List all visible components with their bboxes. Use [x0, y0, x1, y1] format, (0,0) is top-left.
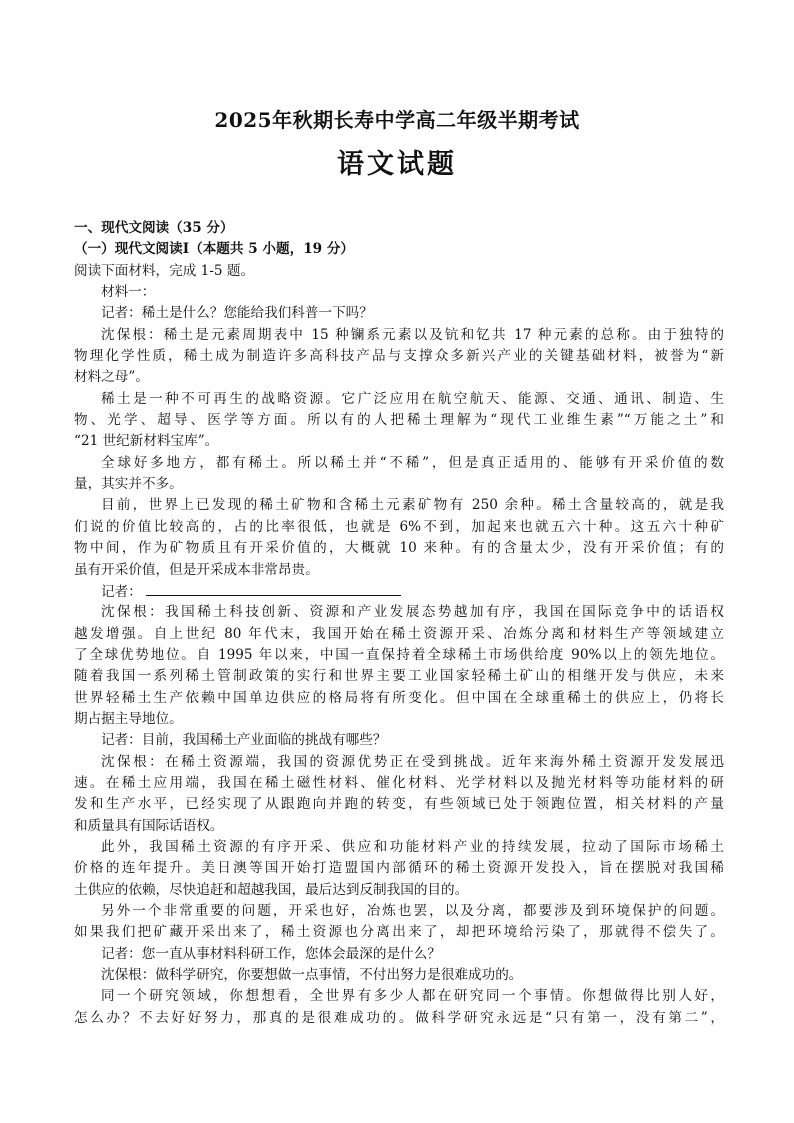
passage-line: [74, 367, 724, 388]
passage-line: [74, 986, 724, 1007]
line-text: 期占据主导地位。: [74, 710, 183, 727]
line-text: 随着我国一系列稀土管制政策的实行和世界主要工业国家轻稀土矿山的相继开发与供应，未来: [74, 668, 724, 685]
passage-line: [74, 581, 724, 602]
passage-line: [74, 645, 724, 666]
line-text: 虽有开采价值，但是开采成本非常昂贵。: [74, 561, 319, 578]
exam-subtitle: 语文试题: [337, 149, 457, 180]
line-text: 记者：稀土是什么？您能给我们科普一下吗？: [101, 305, 373, 322]
passage-line: [74, 261, 724, 282]
line-text: 沈保根：做科学研究，你要想做一点事情，不付出努力是很难成功的。: [101, 967, 523, 984]
passage-line: [74, 346, 724, 367]
line-text: 一、现代文阅读（35 分）: [74, 220, 234, 236]
passage-line: [74, 752, 724, 773]
line-text: 物、光学、超导、医学等方面。所以有的人把稀土理解为“现代工业维生素”“万能之土”和: [74, 412, 724, 429]
line-text: 全球好多地方，都有稀土。所以稀土并“不稀”，但是真正适用的、能够有开采价值的数: [101, 454, 724, 471]
line-text: 材料一：: [101, 284, 156, 301]
line-text: 土供应的依赖，尽快追赶和超越我国，最后达到反制我国的目的。: [74, 881, 469, 898]
passage-line: [74, 602, 724, 623]
line-text: 速。在稀土应用端，我国在稀土磁性材料、催化材料、光学材料以及抛光材料等功能材料的研: [74, 774, 724, 791]
line-text: 目前，世界上已发现的稀土矿物和含稀土元素矿物有 250 余种。稀土含量较高的，就是我: [101, 497, 724, 514]
line-text: 物中间，作为矿物质且有开采价值的，大概就 10 来种。有的含量太少，没有开采价值；有的: [74, 540, 724, 557]
passage-line: [74, 816, 724, 837]
line-text: 和质量具有国际话语权。: [74, 817, 224, 834]
passage-line: [74, 922, 724, 943]
line-text: 此外，我国稀土资源的有序开采、供应和功能材料产业的持续发展，拉动了国际市场稀土: [101, 838, 724, 855]
passage-line: [74, 880, 724, 901]
passage-line: [74, 837, 724, 858]
passage-line: [74, 730, 724, 751]
line-text: 物理化学性质，稀土成为制造许多高科技产品与支撑众多新兴产业的关键基础材料，被誉为“新: [74, 348, 724, 365]
passage-line: [74, 901, 724, 922]
line-text: 沈保根：稀土是元素周期表中 15 种镧系元素以及钪和钇共 17 种元素的总称。由于独特的: [101, 326, 724, 343]
line-text: 沈保根：我国稀土科技创新、资源和产业发展态势越加有序，我国在国际竞争中的话语权: [101, 604, 724, 621]
reading-passage: [74, 218, 724, 1029]
line-text: 发和生产水平，已经实现了从跟跑向并跑的转变，有些领域已处于领跑位置，相关材料的产量: [74, 796, 724, 813]
line-text: 另外一个非常重要的问题，开采也好，冶炼也罢，以及分离，都要涉及到环境保护的问题。: [101, 903, 724, 919]
line-text: （一）现代文阅读Ⅰ（本题共 5 小题，19 分）: [74, 241, 355, 258]
passage-line: [74, 282, 724, 303]
passage-line: [74, 517, 724, 538]
passage-line: [74, 410, 724, 431]
line-text: 材料之母”。: [74, 369, 149, 386]
passage-line: [74, 303, 724, 324]
passage-line: [74, 688, 724, 709]
line-text: 怎么办？不去好好努力，那真的是很难成功的。做科学研究永远是“只有第一，没有第二”，: [74, 1009, 724, 1026]
line-text: 如果我们把矿藏开采出来了，稀土资源也分离出来了，却把环境给污染了，那就得不偿失了。: [74, 924, 724, 941]
line-text: “21 世纪新材料宝库”。: [74, 433, 219, 450]
passage-line: [74, 773, 724, 794]
passage-line: [74, 858, 724, 879]
passage-line: [74, 709, 724, 730]
passage-line: [74, 431, 724, 452]
line-text: 记者：目前，我国稀土产业面临的挑战有哪些？: [101, 732, 387, 749]
passage-line: [74, 453, 724, 474]
exam-title: 2025年秋期长寿中学高二年级半期考试: [214, 108, 580, 132]
line-text: 阅读下面材料，完成 1-5 题。: [74, 262, 255, 279]
line-text: 沈保根：在稀土资源端，我国的资源优势正在受到挑战。近年来海外稀土资源开发发展迅: [101, 753, 724, 770]
line-text: 价格的连年提升。美日澳等国开始打造盟国内部循环的稀土资源开发投入，旨在摆脱对我国稀: [74, 860, 724, 877]
passage-line: [74, 794, 724, 815]
line-text: 稀土是一种不可再生的战略资源。它广泛应用在航空航天、能源、交通、通讯、制造、生: [101, 390, 724, 407]
line-text: 世界轻稀土生产依赖中国单边供应的格局将有所变化。但中国在全球重稀土的供应上，仍将长: [74, 689, 724, 706]
fill-in-blank: [146, 581, 401, 596]
passage-line: [74, 325, 724, 346]
passage-line: [74, 474, 724, 495]
line-text: 量，其实并不多。: [74, 476, 183, 493]
passage-line: [74, 560, 724, 581]
line-text: 同一个研究领域，你想想看，全世界有多少人都在研究同一个事情。你想做得比别人好，: [101, 988, 724, 1005]
passage-line: [74, 538, 724, 559]
passage-line: [74, 666, 724, 687]
passage-line: [74, 495, 724, 516]
passage-line: [74, 965, 724, 986]
passage-line: [74, 389, 724, 410]
section-heading: [74, 218, 724, 239]
line-text: 越发增强。自上世纪 80 年代末，我国开始在稀土资源开采、冶炼分离和材料生产等领域建立: [74, 625, 724, 642]
line-text: 了全球优势地位。自 1995 年以来，中国一直保持着全球稀土市场供给度 90%以上的领先地位。: [74, 646, 724, 663]
passage-line: [74, 624, 724, 645]
section-heading: [74, 239, 724, 260]
passage-line: [74, 944, 724, 965]
line-text: 记者：您一直从事材料科研工作，您体会最深的是什么？: [101, 945, 441, 962]
line-text: 记者：: [101, 583, 142, 600]
passage-line: [74, 1008, 724, 1029]
line-text: 们说的价值比较高的，占的比率很低，也就是 6%不到，加起来也就五六十种。这五六十种矿: [74, 518, 724, 535]
